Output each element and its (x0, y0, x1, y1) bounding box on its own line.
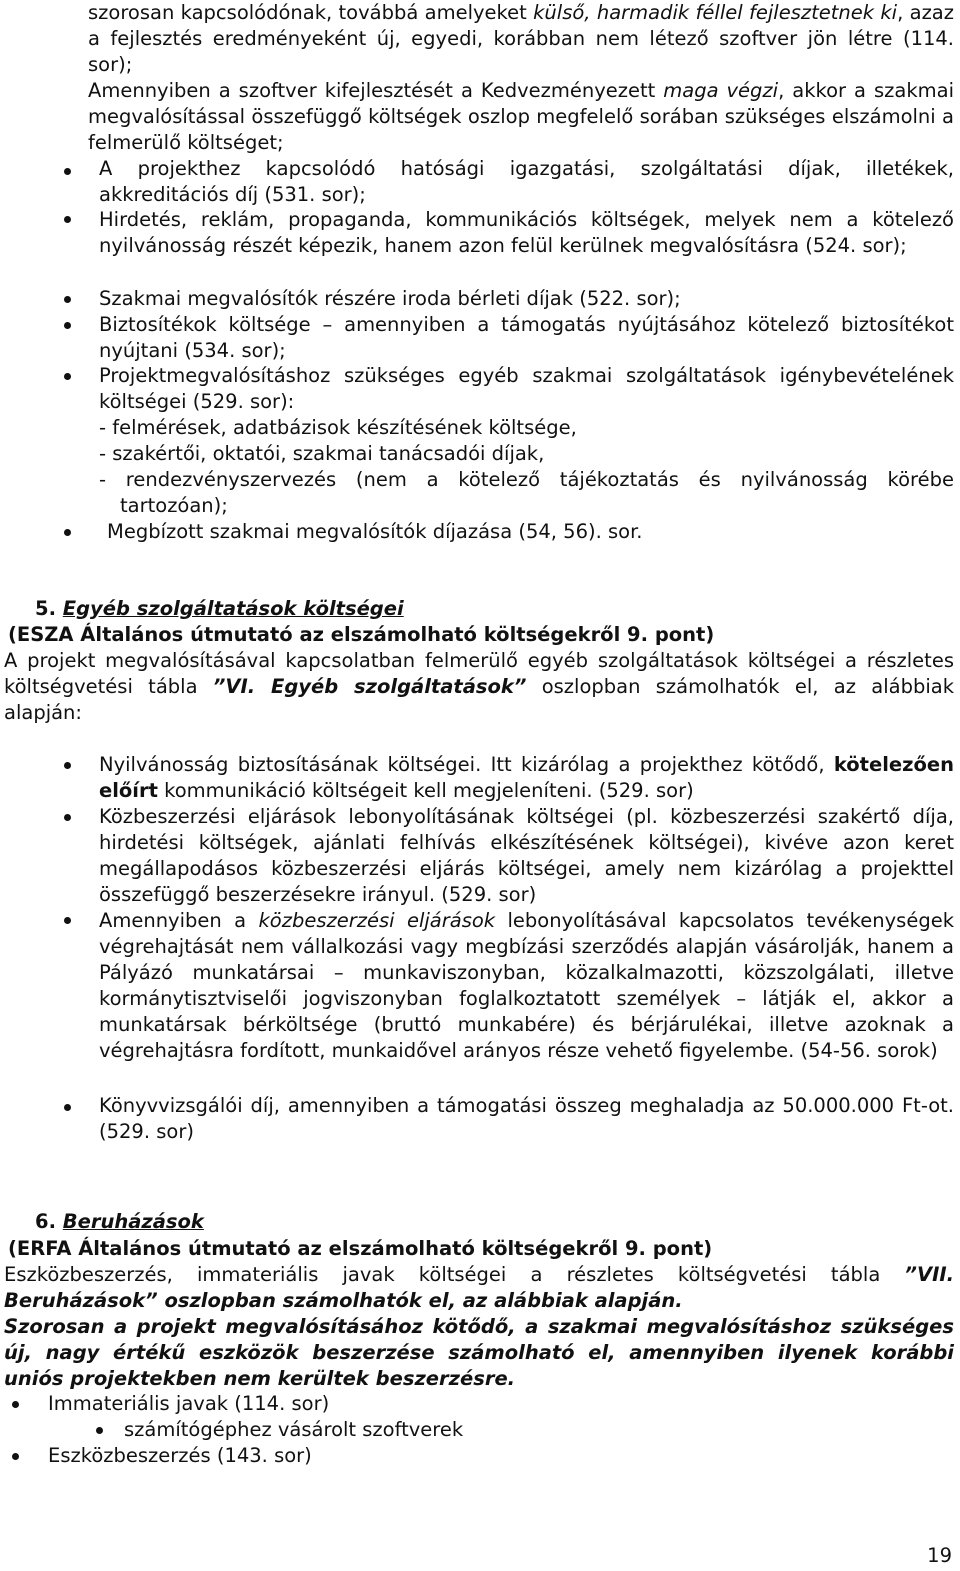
dash-item: - rendezvényszervezés (nem a kötelező tájékoztatás és nyilvánosság körébe (99, 468, 954, 491)
continuation-paragraph-1 (88, 0, 954, 78)
text: A projekt megvalósításával kapcsolatban felmerülő egyéb szolgáltatások költségei a részletes költségvetési tábla (4, 649, 954, 698)
text: Eszközbeszerzés, immateriális javak költségei a részletes költségvetési tábla (4, 1263, 905, 1286)
dash-item-continued: tartozóan); (120, 494, 228, 517)
bullet-icon (64, 814, 71, 821)
text-bold: kötelezően előírt (99, 753, 954, 802)
list-item: A projekthez kapcsolódó hatósági igazgatási, szolgáltatási díjak, illetékek, akkreditációs díj (531. sor); (99, 157, 954, 206)
section-heading (35, 596, 960, 622)
list-item: Könyvvizsgálói díj, amennyiben a támogatási összeg meghaladja az 50.000.000 Ft-ot. (529. sor) (99, 1094, 954, 1143)
bullet-icon (64, 168, 71, 175)
text: Amennyiben a (99, 909, 259, 932)
dash-item: - szakértői, oktatói, szakmai tanácsadói díjak, (99, 442, 545, 465)
list-item: Eszközbeszerzés (143. sor) (48, 1444, 312, 1467)
bullet-icon (64, 216, 71, 223)
list-item: Biztosítékok költsége – amennyiben a támogatás nyújtásához kötelező biztosítékot nyújtani (534. sor); (99, 313, 954, 362)
bullet-icon (64, 373, 71, 380)
bullet-icon (64, 1104, 71, 1111)
sub-list-item: számítógéphez vásárolt szoftverek (124, 1418, 464, 1441)
list-item: Megbízott szakmai megvalósítók díjazása (54, 56). sor. (107, 520, 643, 543)
text: szorosan kapcsolódónak, továbbá amelyeket (88, 1, 534, 24)
text-italic: külső, harmadik féllel fejlesztetnek ki (533, 1, 898, 24)
text: , akkor a szakmai megvalósítással összefüggő költségek oszlop megfelelő sorában szükséges elszámolni a felmerülő költséget; (88, 79, 954, 154)
text: , azaz a fejlesztés eredményeként új, egyedi, korábban nem létező szoftver jön létre (114. sor); (88, 1, 954, 76)
section-intro (4, 1262, 954, 1314)
section-reference: (ERFA Általános útmutató az elszámolható költségekről 9. pont) (8, 1237, 713, 1260)
bullet-icon (64, 322, 71, 329)
bullet-icon (12, 1401, 19, 1408)
page-number: 19 (927, 1544, 952, 1567)
section-title: Egyéb szolgáltatások költségei (62, 597, 404, 620)
section-number: 6. (35, 1210, 56, 1233)
bullet-icon (12, 1453, 19, 1460)
bullet-icon (64, 917, 71, 924)
section-title: Beruházások (62, 1210, 204, 1233)
text-italic: közbeszerzési eljárások (258, 909, 496, 932)
list-item: Immateriális javak (114. sor) (48, 1392, 330, 1415)
dash-item: - felmérések, adatbázisok készítésének költsége, (99, 416, 577, 439)
list-item: Szakmai megvalósítók részére iroda bérleti díjak (522. sor); (99, 287, 681, 310)
section-emphasis: Szorosan a projekt megvalósításához kötődő, a szakmai megvalósításhoz szükséges új, nagy értékű eszközök beszerzése számolható el, amennyiben ilyenek korábbi uniós projektekben nem kerültek beszerzésre. (4, 1315, 954, 1390)
bullet-icon (96, 1427, 103, 1434)
list-item: Hirdetés, reklám, propaganda, kommunikációs költségek, melyek nem a kötelező nyilvánosság részét képezik, hanem azon felül kerülnek megvalósításra (524. sor); (99, 208, 954, 257)
text-italic: maga végzi (663, 79, 779, 102)
text: oszlopban számolhatók el, az alábbiak alapján: (4, 675, 954, 724)
text: lebonyolításával kapcsolatos tevékenységek végrehajtását nem vállalkozási vagy megbízási szerződés alapján vásárolják, hanem a Pályázó munkatársai – munkaviszonyban, közalkalmazotti, közszolgálati, illetve kormánytisztviselői jogviszonyban foglalkoztatott személyek – látják el, akkor a munkatársak bérköltsége (bruttó munkabére) és bérjárulékai, illetve azoknak a végrehajtásra fordított, munkaidővel arányos része vehető figyelembe. (54-56. sorok) (99, 909, 954, 1062)
continuation-paragraph-2 (88, 78, 954, 156)
list-item (99, 908, 954, 1064)
section-heading (35, 1209, 960, 1235)
text: Nyilvánosság biztosításának költségei. Itt kizárólag a projekthez kötődő, (99, 753, 834, 776)
list-item: Projektmegvalósításhoz szükséges egyéb szakmai szolgáltatások igénybevételének költségei (529. sor): (99, 364, 954, 413)
list-item (99, 752, 954, 804)
bullet-icon (64, 296, 71, 303)
text-bold-italic: ”VI. Egyéb szolgáltatások” (212, 675, 527, 698)
text-bold-italic: ”VII. Beruházások” oszlopban számolhatók el, az alábbiak alapján. (4, 1263, 954, 1312)
section-reference: (ESZA Általános útmutató az elszámolható költségekről 9. pont) (8, 623, 715, 646)
list-item: Közbeszerzési eljárások lebonyolításának költségei (pl. közbeszerzési szakértő díja, hirdetési költségek, ajánlati felhívás elkészítésének költségei), kivéve azon keret megállapodásos közbeszerzési eljárás költségei, amely nem kizárólag a projekttel összefüggő beszerzésekre irányul. (529. sor) (99, 805, 954, 906)
section-number: 5. (35, 597, 56, 620)
text: Amennyiben a szoftver kifejlesztését a Kedvezményezett (88, 79, 664, 102)
bullet-icon (64, 529, 71, 536)
text: kommunikáció költségeit kell megjeleníteni. (529. sor) (157, 779, 694, 802)
bullet-icon (64, 762, 71, 769)
section-intro (4, 648, 954, 726)
